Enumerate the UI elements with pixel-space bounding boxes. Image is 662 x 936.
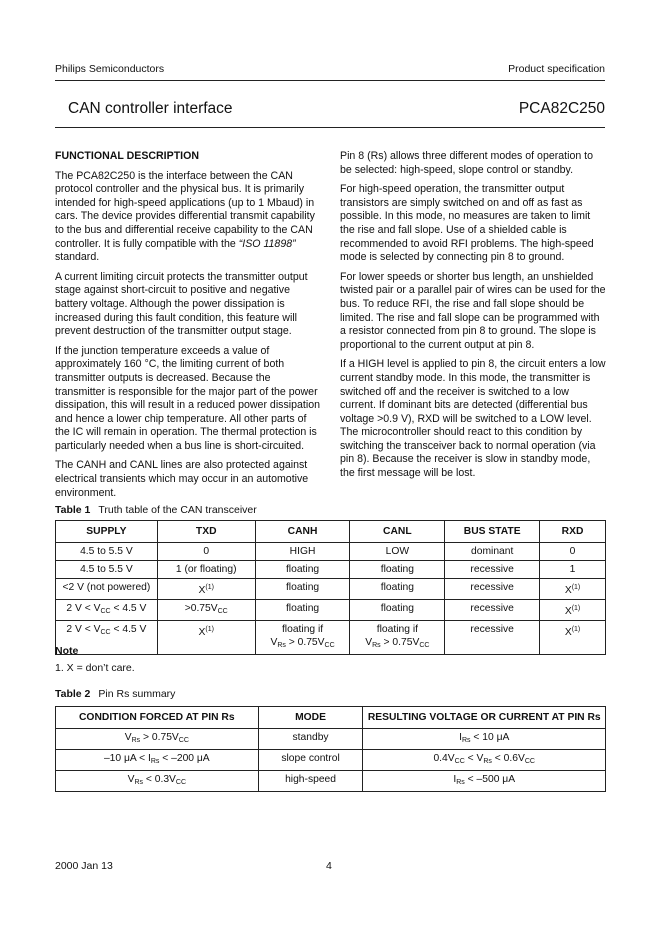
subscript: Rs <box>134 779 143 786</box>
table1-caption <box>55 504 257 516</box>
note-item: 1. X = don’t care. <box>55 662 135 674</box>
page-number: 4 <box>326 860 332 872</box>
subscript: CC <box>100 608 111 615</box>
table-cell <box>445 579 540 600</box>
subscript: Rs <box>277 642 286 649</box>
table-cell <box>445 600 540 621</box>
cell-text: floating <box>285 582 320 593</box>
table-cell <box>350 543 445 561</box>
table-cell <box>445 543 540 561</box>
cell-text: < –200 μA <box>159 753 210 764</box>
cell-text: HIGH <box>289 546 316 557</box>
cell-text: 2 V < V <box>66 603 101 614</box>
footnote-ref: (1) <box>205 626 214 633</box>
title-divider <box>55 127 605 128</box>
table-row <box>56 579 606 600</box>
table-cell <box>56 543 158 561</box>
cell-text: recessive <box>470 624 514 635</box>
cell-text: I <box>459 732 462 743</box>
subscript: Rs <box>131 737 141 744</box>
cell-text: < 10 μA <box>470 732 510 743</box>
table-cell <box>540 600 606 621</box>
cell-text: 0 <box>203 546 210 557</box>
footnote-ref: (1) <box>571 584 581 591</box>
table-cell <box>56 771 259 792</box>
subscript: CC <box>175 779 187 786</box>
table-cell <box>157 600 255 621</box>
cell-text: recessive <box>470 603 514 614</box>
footnote-ref: (1) <box>205 584 214 591</box>
table-cell <box>56 561 158 579</box>
table-cell <box>363 771 606 792</box>
paragraph <box>340 358 606 480</box>
column-header: CANH <box>255 521 350 543</box>
column-header: TXD <box>157 521 255 543</box>
table-cell <box>255 600 350 621</box>
footnote-ref: (1) <box>571 605 581 612</box>
table-cell <box>540 561 606 579</box>
subscript: Rs <box>483 758 492 765</box>
footnote-ref: (1) <box>571 626 581 633</box>
subscript: CC <box>217 608 228 615</box>
table-cell <box>350 600 445 621</box>
document-type: Product specification <box>508 63 605 75</box>
note-heading: Note <box>55 645 79 657</box>
text: If a HIGH level is applied to pin 8, the circuit enters a low current standby mode. In this mode, the transmitter is switched off and the receiver is switched to a low current. If dominant bits are detected (differential bus voltage >0.9 V), RXD will be switched to a LOW level. <box>340 358 606 425</box>
cell-text: < 4.5 V <box>110 624 147 635</box>
table-cell <box>540 621 606 655</box>
cell-text: floating if <box>281 624 324 635</box>
cell-text: floating <box>285 603 320 614</box>
cell-text: V <box>270 637 278 648</box>
cell-text: > 0.75V <box>285 637 325 648</box>
subscript: Rs <box>372 642 381 649</box>
cell-text: 4.5 to 5.5 V <box>80 546 133 557</box>
table-label: Table 1 <box>55 504 91 516</box>
cell-text: < 4.5 V <box>110 603 147 614</box>
subscript: Rs <box>461 737 471 744</box>
paragraph: If the junction temperature exceeds a value of approximately 160 °C, the limiting current of both transmitter outputs is decreased. Because the transmitter is responsible for the major part of the power dissipation, this will result in a reduced power dissipation and hence a lower chip temperature. All other parts of the IC will remain in operation. The thermal protection is particularly needed when a bus line is short-circuited. <box>55 344 320 452</box>
table-row <box>56 600 606 621</box>
document-title: CAN controller interface <box>68 100 233 117</box>
cell-text: X <box>564 627 572 638</box>
table-cell <box>258 750 363 771</box>
column-header: SUPPLY <box>56 521 158 543</box>
cell-text: high-speed <box>285 774 337 785</box>
table-cell <box>255 621 350 655</box>
table-cell <box>350 561 445 579</box>
table-cell <box>56 750 259 771</box>
cell-text: 2 V < V <box>66 624 101 635</box>
section-heading: FUNCTIONAL DESCRIPTION <box>55 150 199 162</box>
part-number: PCA82C250 <box>518 100 605 117</box>
header-divider <box>55 80 605 81</box>
cell-text: 1 (or floating) <box>175 564 237 575</box>
cell-text: V <box>127 774 135 785</box>
column-header: CONDITION FORCED AT PIN Rs <box>56 707 259 729</box>
table-cell <box>258 729 363 750</box>
paragraph: For lower speeds or shorter bus length, an unshielded twisted pair or a parallel pair of wires can be used for the bus. To reduce RFI, the rise and fall slope should be limited. The rise and fall slope can be programmed with a resistor connected from pin 8 to ground. The slope is proportional to the current output at pin 8. <box>340 270 606 351</box>
table-row <box>56 750 606 771</box>
subscript: Rs <box>150 758 160 765</box>
subscript: CC <box>100 629 111 636</box>
paragraph: For high-speed operation, the transmitter output transistors are simply switched on and off as fast as possible. In this mode, no measures are taken to limit the rise and fall slope. Use of a shielded cable is recommended to avoid RFI problems. The high-speed mode is selected by connecting pin 8 to ground. <box>340 183 594 264</box>
table-row <box>56 543 606 561</box>
table-row <box>56 621 606 655</box>
pin-rs-table <box>55 706 606 792</box>
table-caption: Truth table of the CAN transceiver <box>98 504 257 516</box>
cell-text: < –500 μA <box>464 774 516 785</box>
cell-text: X <box>564 606 572 617</box>
column-header: CANL <box>350 521 445 543</box>
subscript: CC <box>178 737 189 744</box>
cell-text: <2 V (not powered) <box>62 582 151 593</box>
table-cell <box>255 561 350 579</box>
table-cell <box>157 579 255 600</box>
cell-text: floating <box>380 564 414 575</box>
cell-text: < 0.3V <box>143 774 176 785</box>
cell-text: V <box>365 637 373 648</box>
left-column <box>55 150 323 506</box>
table-cell <box>255 543 350 561</box>
cell-text: floating <box>380 603 414 614</box>
cell-text: –10 μA < I <box>103 753 151 764</box>
table-cell <box>255 579 350 600</box>
right-column <box>340 150 606 487</box>
column-header: MODE <box>258 707 363 729</box>
cell-text: 4.5 to 5.5 V <box>80 564 133 575</box>
table-cell <box>350 621 445 655</box>
cell-text: slope control <box>281 753 340 764</box>
cell-text: LOW <box>385 546 410 557</box>
text: standard. <box>55 251 100 264</box>
table-cell <box>445 621 540 655</box>
table-cell <box>363 750 606 771</box>
table-row <box>56 561 606 579</box>
table-cell <box>157 561 255 579</box>
footer-date: 2000 Jan 13 <box>55 860 113 872</box>
subscript: CC <box>419 642 430 649</box>
table-cell <box>157 543 255 561</box>
table2-caption <box>55 688 175 700</box>
cell-text: < 0.6V <box>491 753 525 764</box>
text: The microcontroller should react to this condition by switching the transceiver back to normal operation (via pin 8). Because the receiver is slow in standby mode, the first message will be lost. <box>340 426 596 480</box>
table-cell <box>56 600 158 621</box>
table-cell <box>363 729 606 750</box>
cell-text: X <box>198 627 206 638</box>
table-label: Table 2 <box>55 688 91 700</box>
subscript: Rs <box>456 779 465 786</box>
table-cell <box>540 543 606 561</box>
cell-text: X <box>198 585 206 596</box>
subscript: CC <box>524 758 535 765</box>
cell-text: V <box>124 732 132 743</box>
cell-text: dominant <box>471 546 514 557</box>
paragraph <box>55 170 323 265</box>
column-header: RXD <box>540 521 606 543</box>
paragraph: Pin 8 (Rs) allows three different modes of operation to be selected: high-speed, slope control or standby. <box>340 150 594 176</box>
table-row <box>56 771 606 792</box>
truth-table <box>55 520 606 655</box>
cell-text: floating if <box>376 624 418 635</box>
text: The PCA82C250 is the interface between the CAN protocol controller and the physical bus. It is primarily intended for high-speed applications (up to 1 Mbaud) in cars. The device provides differential transmit capability to the bus and differential receive capability to the CAN controller. It is fully compatible with the <box>55 169 315 250</box>
cell-text: floating <box>285 564 320 575</box>
cell-text: >0.75V <box>184 603 218 614</box>
table-cell <box>157 621 255 655</box>
table-caption: Pin Rs summary <box>98 688 176 700</box>
table-cell <box>445 561 540 579</box>
cell-text: floating <box>380 582 414 593</box>
cell-text: recessive <box>470 582 514 593</box>
subscript: CC <box>454 758 465 765</box>
cell-text: I <box>453 774 457 785</box>
standard-name: “ISO 11898” <box>238 237 296 250</box>
table-row <box>56 729 606 750</box>
paragraph: The CANH and CANL lines are also protected against electrical transients which may occur in an automotive environment. <box>55 459 309 499</box>
company-name: Philips Semiconductors <box>55 63 165 75</box>
column-header: BUS STATE <box>445 521 540 543</box>
table-cell <box>540 579 606 600</box>
cell-text: standby <box>292 732 329 743</box>
cell-text: 1 <box>569 564 576 575</box>
column-header: RESULTING VOLTAGE OR CURRENT AT PIN Rs <box>363 707 606 729</box>
cell-text: > 0.75V <box>380 637 420 648</box>
cell-text: X <box>564 585 572 596</box>
subscript: CC <box>324 642 335 649</box>
cell-text: recessive <box>470 564 514 575</box>
paragraph: A current limiting circuit protects the transmitter output stage against short-circuit to positive and negative battery voltage. Although the power dissipation is increased during this fault condition, this feature will prevent destruction of the transmitter output stage. <box>55 270 308 338</box>
cell-text: 0 <box>569 546 576 557</box>
table-cell <box>258 771 363 792</box>
table-cell <box>350 579 445 600</box>
cell-text: < V <box>464 753 484 764</box>
table-cell <box>56 729 259 750</box>
cell-text: 0.4V <box>433 753 455 764</box>
cell-text: > 0.75V <box>140 732 179 743</box>
table-cell <box>56 579 158 600</box>
